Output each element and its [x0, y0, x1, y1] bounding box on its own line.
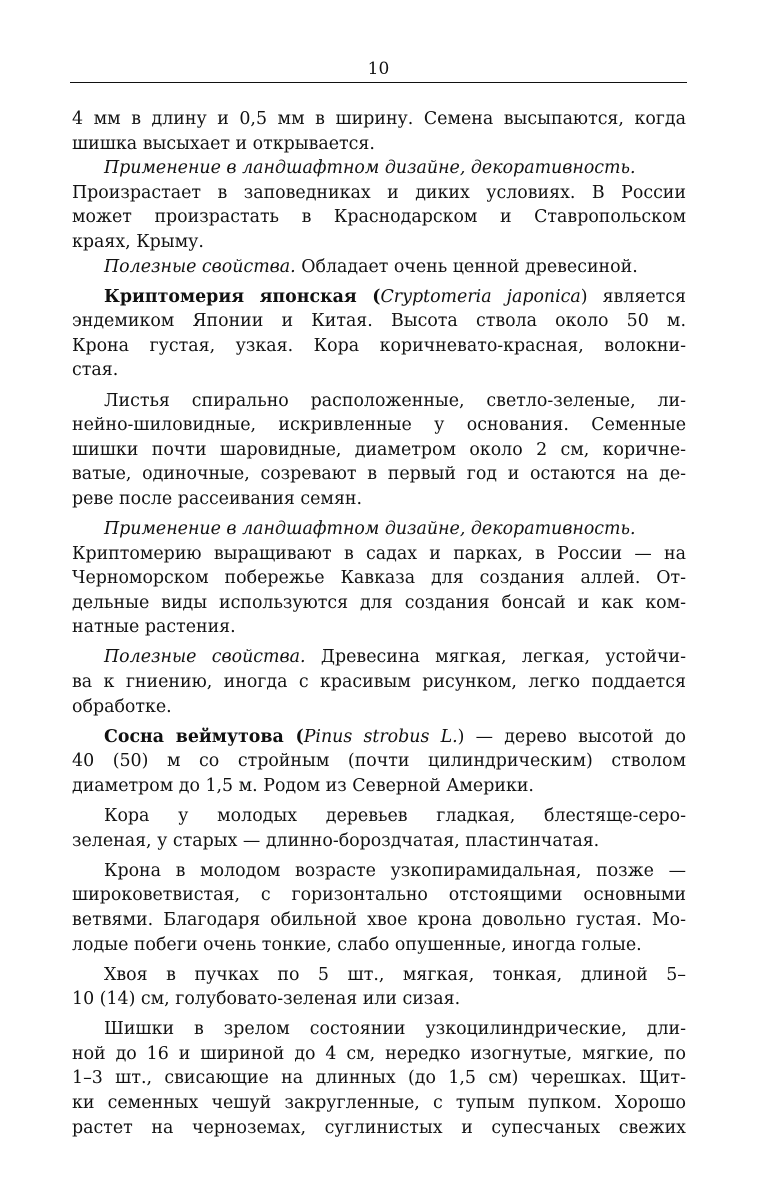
- italic-run: Полезные свойства.: [104, 647, 306, 668]
- paragraph: [72, 1017, 686, 1140]
- text-run: Древесина мягкая, легкая, устойчи-: [305, 647, 686, 668]
- text-line: стая.: [72, 360, 119, 381]
- text-run: ) является: [580, 286, 686, 307]
- text-line: реве после рассеивания семян.: [72, 488, 363, 509]
- paragraph: [72, 804, 686, 853]
- text-line: Крона густая, узкая. Кора коричневато-красная, волокни-: [72, 335, 686, 356]
- text-line: [72, 725, 686, 750]
- text-line: 1–3 шт., свисающие на длинных (до 1,5 см) черешках. Щит-: [72, 1068, 686, 1089]
- italic-run: Cryptomeria japonica: [380, 286, 581, 307]
- text-line: Хвоя в пучках по 5 шт., мягкая, тонкая, длиной 5–: [104, 964, 686, 985]
- paragraph: [72, 156, 686, 254]
- paragraph: [72, 389, 686, 512]
- text-line: Листья спирально расположенные, светло-зеленые, ли-: [104, 390, 686, 411]
- page-number: 10: [367, 59, 390, 79]
- text-line: ветвями. Благодаря обильной хвое крона довольно густая. Мо-: [72, 909, 686, 930]
- text-line: эндемиком Японии и Китая. Высота ствола около 50 м.: [72, 311, 686, 332]
- text-line: шишки почти шаровидные, диаметром около 2 см, коричне-: [72, 439, 686, 460]
- text-line: 40 (50) м со стройным (почти цилиндрическим) стволом: [72, 751, 686, 772]
- text-line: диаметром до 1,5 м. Родом из Северной Америки.: [72, 775, 534, 796]
- text-line: [72, 645, 686, 670]
- bold-run: (: [283, 726, 304, 747]
- text-line: Шишки в зрелом состоянии узкоцилиндрические, дли-: [104, 1019, 686, 1040]
- text-line: обработке.: [72, 696, 172, 717]
- italic-run: Pinus strobus L.: [303, 726, 458, 747]
- text-line: ватые, одиночные, созревают в первый год и остаются на де-: [72, 464, 686, 485]
- text-line: шишка высыхает и открывается.: [72, 133, 375, 154]
- text-line: [72, 255, 686, 280]
- paragraph: [72, 255, 686, 280]
- bold-run: (: [356, 286, 381, 307]
- text-line: лодые побеги очень тонкие, слабо опушенные, иногда голые.: [72, 934, 642, 955]
- text-line: 10 (14) см, голубовато-зеленая или сизая.: [72, 989, 461, 1010]
- paragraph: [72, 963, 686, 1012]
- paragraph: [72, 285, 686, 383]
- text-line: Кора у молодых деревьев гладкая, блестяще-серо-: [104, 806, 686, 827]
- text-run: Обладает очень ценной древесиной.: [295, 256, 638, 277]
- text-line: Крона в молодом возрасте узкопирамидальная, позже —: [104, 860, 686, 881]
- text-line: Произрастает в заповедниках и диких условиях. В России: [72, 182, 686, 203]
- paragraph: [72, 645, 686, 719]
- text-line: [72, 517, 686, 542]
- text-line: Криптомерию выращивают в садах и парках, в России — на: [72, 543, 686, 564]
- paragraph: [72, 107, 686, 156]
- text-line: [72, 156, 686, 181]
- text-line: широковетвистая, с горизонтально отстоящими основными: [72, 885, 686, 906]
- text-line: натные растения.: [72, 617, 236, 638]
- header-rule: [70, 82, 687, 83]
- text-line: дельные виды используются для создания бонсай и как ком-: [72, 592, 686, 613]
- text-line: Черноморском побережье Кавказа для создания аллей. От-: [72, 568, 686, 589]
- bold-term: Криптомерия японская: [104, 286, 357, 307]
- text-line: краях, Крыму.: [72, 231, 204, 252]
- page-body: [72, 107, 686, 1140]
- text-line: зеленая, у старых — длинно-бороздчатая, пластинчатая.: [72, 830, 600, 851]
- italic-run: Полезные свойства.: [104, 256, 296, 277]
- italic-run: Применение в ландшафтном дизайне, декоративность.: [104, 158, 636, 179]
- text-line: растет на черноземах, суглинистых и супесчаных свежих: [72, 1117, 686, 1138]
- text-line: может произрастать в Краснодарском и Ставропольском: [72, 207, 686, 228]
- text-line: ной до 16 и шириной до 4 см, нередко изогнутые, мягкие, по: [72, 1043, 686, 1064]
- paragraph: [72, 859, 686, 957]
- paragraph: [72, 517, 686, 640]
- paragraph: [72, 725, 686, 799]
- text-line: ва к гниению, иногда с красивым рисунком, легко поддается: [72, 672, 686, 693]
- italic-run: Применение в ландшафтном дизайне, декоративность.: [104, 519, 636, 539]
- bold-term: Сосна веймутова: [104, 726, 284, 747]
- text-line: [72, 285, 686, 310]
- text-line: нейно-шиловидные, искривленные у основания. Семенные: [72, 415, 686, 436]
- text-run: ) — дерево высотой до: [457, 726, 686, 747]
- text-line: 4 мм в длину и 0,5 мм в ширину. Семена высыпаются, когда: [72, 109, 686, 129]
- text-line: ки семенных чешуй закругленные, с тупым пупком. Хорошо: [72, 1093, 686, 1114]
